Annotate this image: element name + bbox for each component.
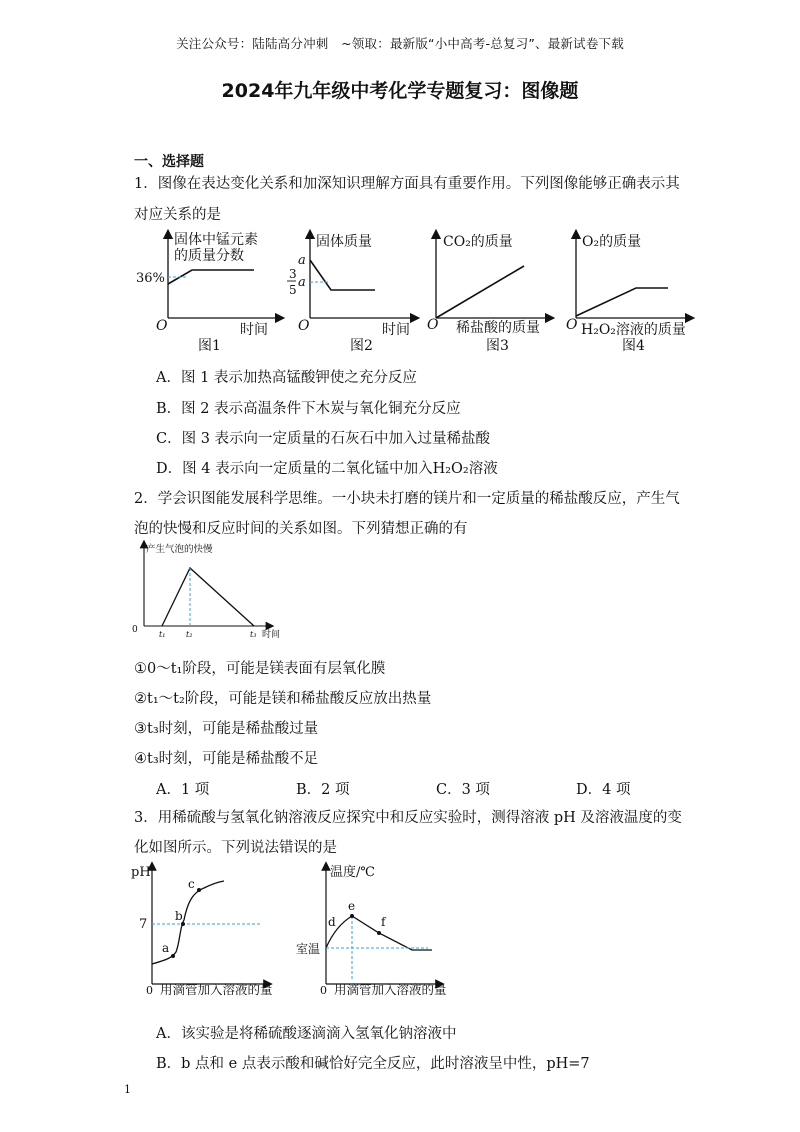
q2-chart-ylabel: 产生气泡的快慢	[146, 544, 213, 555]
q3-ph-origin: 0	[146, 984, 153, 997]
q1-fig2-frac-den: 5	[289, 283, 297, 297]
q1-figures	[130, 228, 700, 358]
q2-option-c: C．3 项	[436, 782, 490, 798]
q3-temp-origin: 0	[320, 984, 327, 997]
q2-option-a: A．1 项	[156, 782, 210, 798]
q2-statement-1: ①0～t₁阶段，可能是镁表面有层氧化膜	[134, 661, 386, 677]
q3-charts	[128, 860, 458, 1006]
q3-temp-chart	[296, 864, 447, 997]
q1-fig4-origin: O	[566, 317, 578, 333]
q1-fig1-origin: O	[156, 318, 168, 334]
q3-ph-b: b	[175, 909, 183, 923]
q2-chart-t3: t₃	[250, 630, 257, 639]
q3-temp-xlabel: 用滴管加入溶液的量	[334, 982, 447, 997]
q2-option-d: D．4 项	[576, 782, 631, 798]
q3-ph-xlabel: 用滴管加入溶液的量	[160, 982, 273, 997]
q2-chart-t2: t₂	[186, 630, 193, 639]
q2-chart-origin: 0	[132, 625, 138, 635]
q3-temp-ylabel: 温度/℃	[330, 865, 375, 880]
q2-statement-2: ②t₁～t₂阶段，可能是镁和稀盐酸反应放出热量	[134, 691, 432, 707]
q1-fig1-ylabel1: 固体中锰元素	[174, 232, 258, 248]
q1-fig3	[427, 234, 550, 354]
q1-option-b: B．图 2 表示高温条件下木炭与氧化铜充分反应	[156, 401, 461, 417]
q3-option-b: B．b 点和 e 点表示酸和碱恰好完全反应，此时溶液呈中性，pH=7	[156, 1056, 590, 1072]
q1-fig3-ylabel: CO₂的质量	[443, 234, 513, 250]
q2-chart	[130, 540, 300, 644]
q1-option-a: A．图 1 表示加热高锰酸钾使之充分反应	[156, 370, 417, 386]
q1-option-c: C．图 3 表示向一定质量的石灰石中加入过量稀盐酸	[156, 431, 491, 447]
q1-fig1-ylabel2: 的质量分数	[174, 248, 244, 264]
q3-stem-line2: 化如图所示。下列说法错误的是	[134, 840, 337, 856]
q1-fig2-ytick-a: a	[298, 253, 306, 268]
q1-fig2-caption: 图2	[350, 338, 373, 354]
q2-option-b: B．2 项	[296, 782, 350, 798]
q2-statement-3: ③t₃时刻，可能是稀盐酸过量	[134, 721, 319, 737]
q2-chart-t1: t₁	[159, 630, 166, 639]
q3-temp-f: f	[381, 915, 386, 929]
q1-fig2-frac-num: 3	[289, 267, 297, 281]
q1-stem-line2: 对应关系的是	[134, 207, 221, 223]
q2-statement-4: ④t₃时刻，可能是稀盐酸不足	[134, 751, 319, 767]
q1-fig4	[566, 234, 690, 354]
q1-fig2-frac-a: a	[298, 275, 306, 290]
q1-fig4-ylabel: O₂的质量	[582, 234, 642, 250]
q3-stem-line1: 3．用稀硫酸与氢氧化钠溶液反应探究中和反应实验时，测得溶液 pH 及溶液温度的变	[134, 810, 682, 826]
q1-fig1-xlabel: 时间	[240, 322, 268, 338]
q1-fig2-xlabel: 时间	[382, 322, 410, 338]
q2-options	[156, 778, 716, 799]
q1-fig2	[287, 233, 415, 354]
q1-fig2-origin: O	[298, 318, 310, 334]
q3-ph-a: a	[162, 941, 170, 955]
q3-temp-room: 室温	[296, 942, 321, 956]
page-number: 1	[124, 1083, 131, 1096]
page-title: 2024年九年级中考化学专题复习：图像题	[221, 80, 579, 102]
q1-fig1-ytick: 36%	[136, 271, 165, 286]
section-heading: 一、选择题	[134, 154, 204, 170]
q3-ph-ylabel: pH	[131, 865, 151, 880]
q2-stem-line1: 2．学会识图能发展科学思维。一小块未打磨的镁片和一定质量的稀盐酸反应，产生气	[134, 491, 680, 507]
q3-ph-chart	[131, 865, 273, 997]
q1-fig4-caption: 图4	[622, 338, 645, 354]
q2-chart-xlabel: 时间	[262, 630, 281, 640]
q3-temp-e: e	[348, 899, 356, 913]
q1-stem-line1: 1．图像在表达变化关系和加深知识理解方面具有重要作用。下列图像能够正确表示其	[134, 176, 680, 192]
q1-fig2-ylabel: 固体质量	[316, 234, 372, 250]
q1-fig1-caption: 图1	[198, 338, 221, 354]
page-header: 关注公众号：陆陆高分冲刺 ~领取：最新版“小中高考-总复习”、最新试卷下载	[176, 36, 624, 51]
q1-fig1	[136, 231, 280, 354]
q1-fig3-xlabel: 稀盐酸的质量	[456, 320, 540, 336]
q3-ph-c: c	[188, 877, 195, 891]
q2-stem-line2: 泡的快慢和反应时间的关系如图。下列猜想正确的有	[134, 521, 468, 537]
q3-temp-d: d	[328, 915, 336, 929]
q1-fig3-origin: O	[427, 317, 439, 333]
q1-fig3-caption: 图3	[486, 338, 509, 354]
q1-option-d: D．图 4 表示向一定质量的二氧化锰中加入H₂O₂溶液	[156, 461, 498, 477]
q1-fig4-xlabel: H₂O₂溶液的质量	[581, 322, 686, 338]
q3-ph-tick7: 7	[139, 917, 148, 932]
q3-option-a: A．该实验是将稀硫酸逐滴滴入氢氧化钠溶液中	[156, 1026, 457, 1042]
